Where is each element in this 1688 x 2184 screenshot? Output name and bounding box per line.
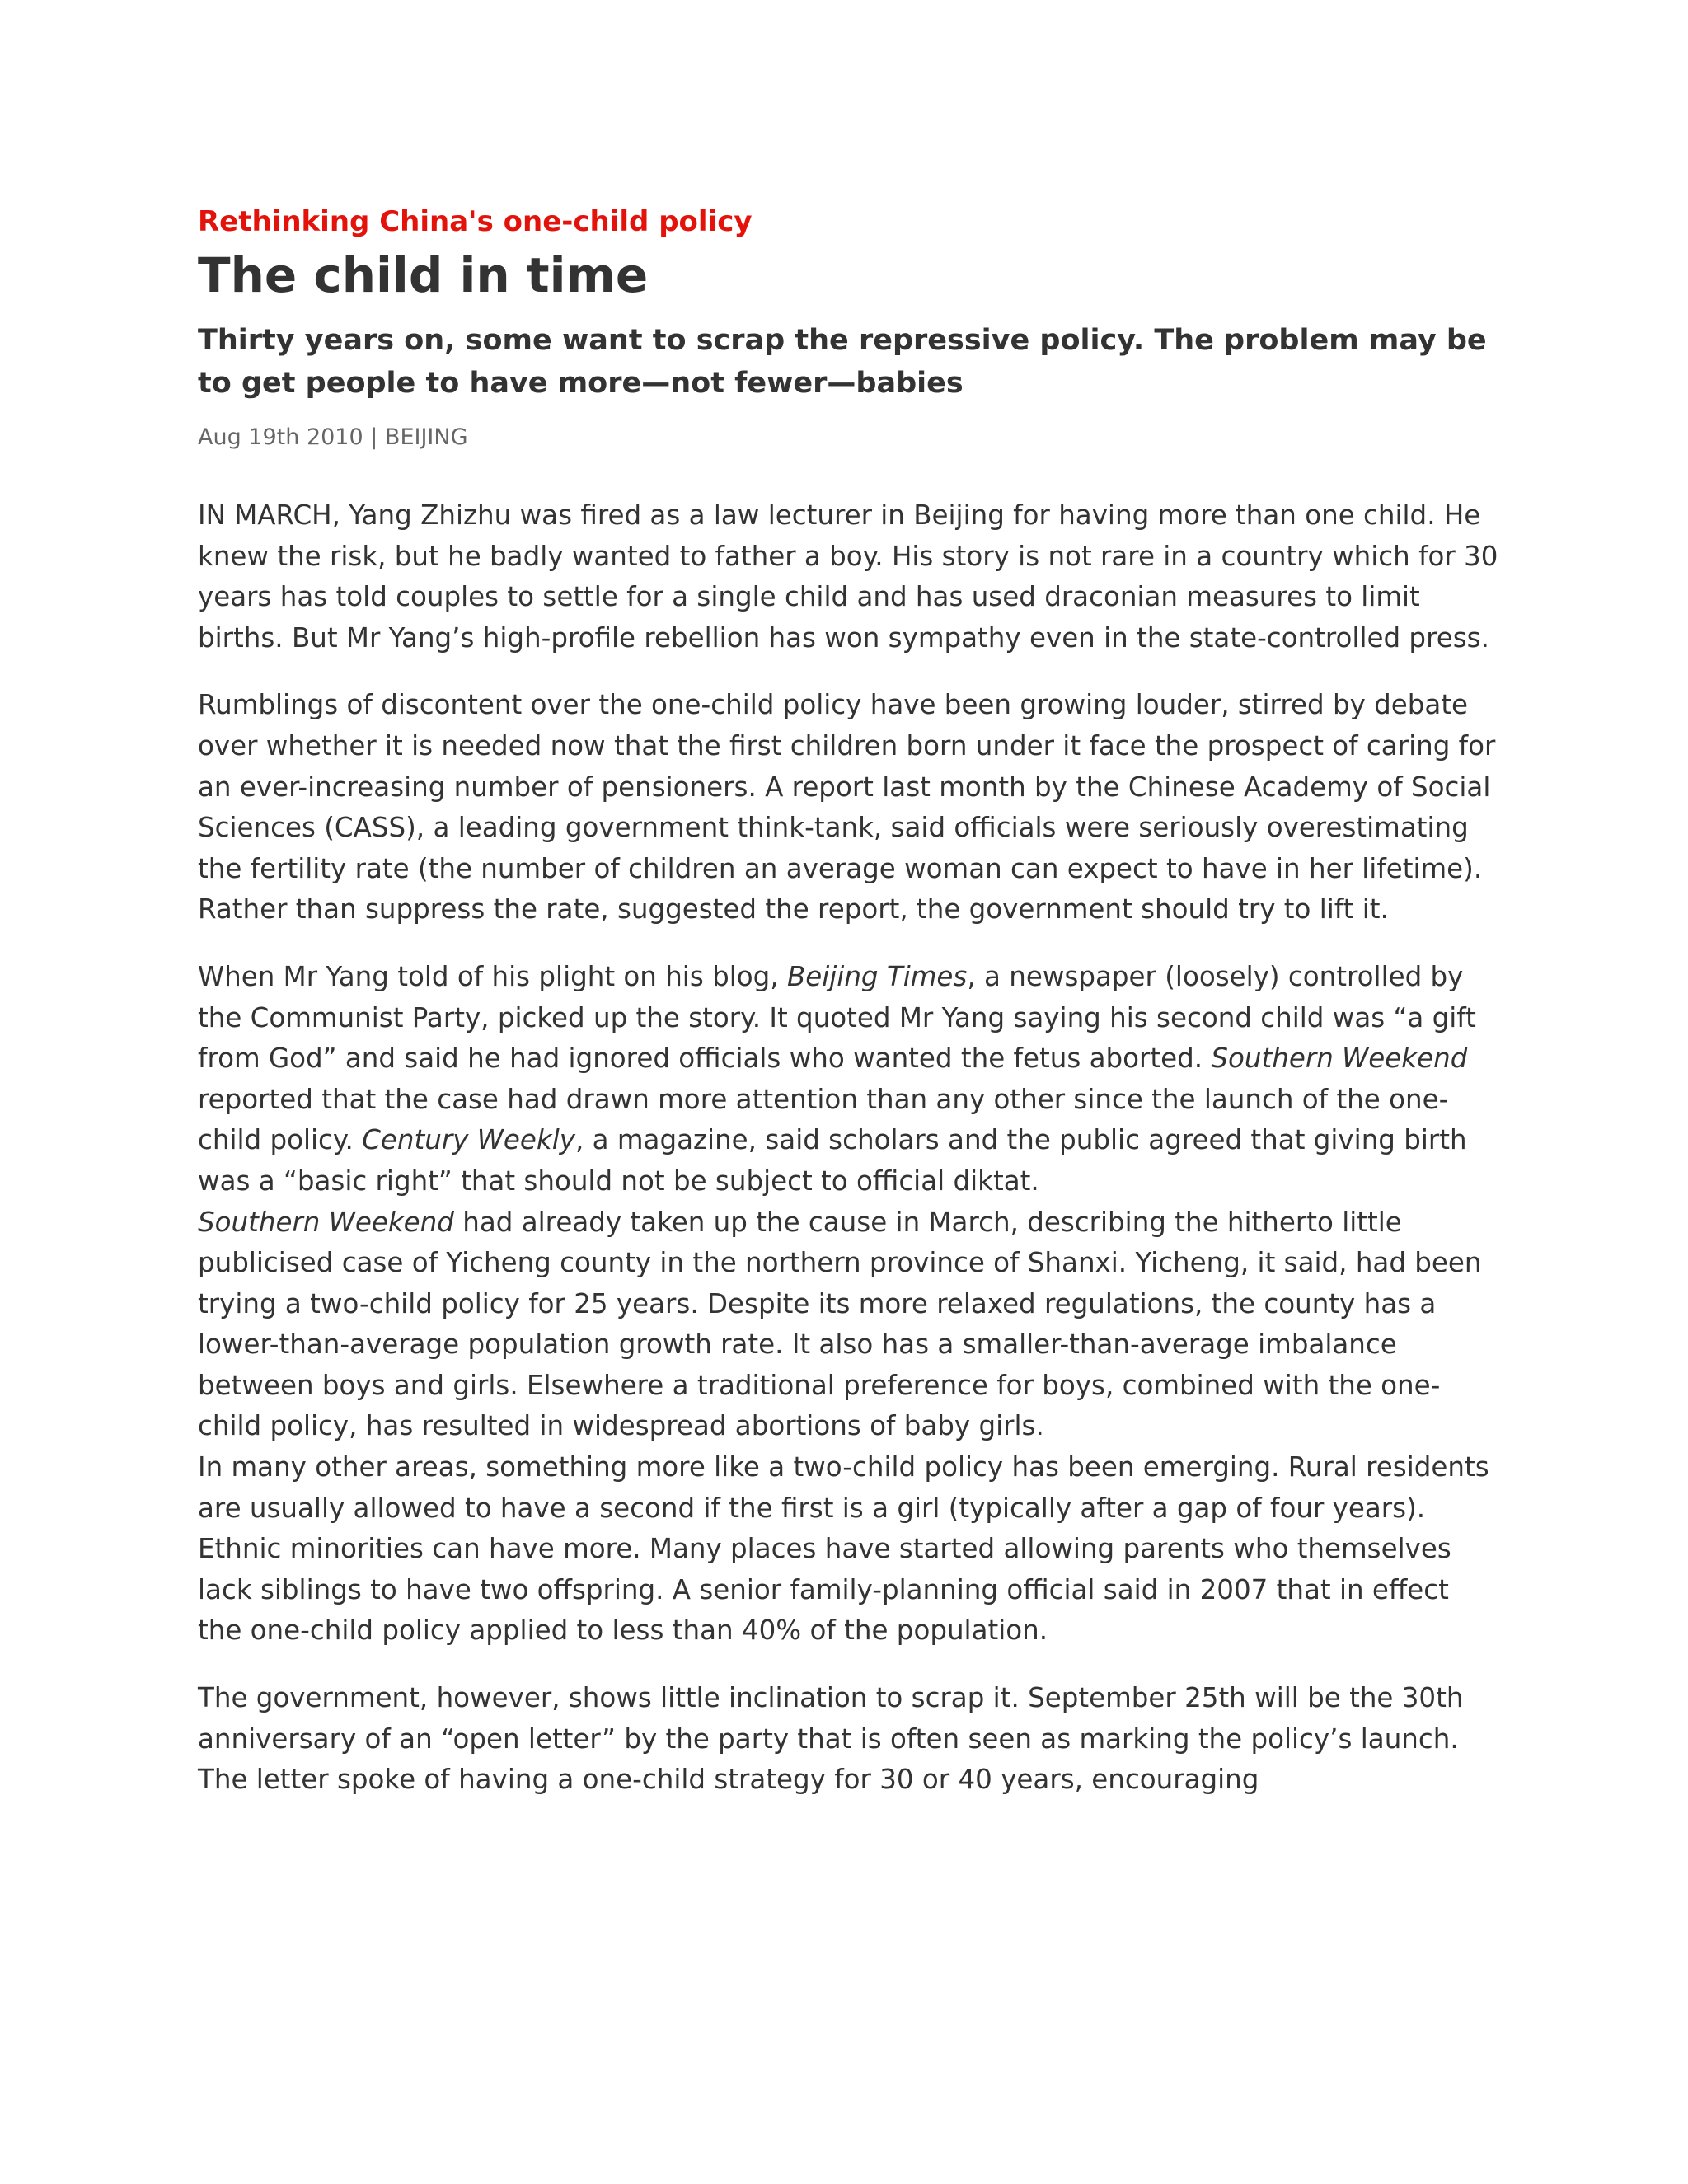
fly-title: Rethinking China's one-child policy [198,205,753,238]
body-paragraph [198,1447,1500,1652]
body-paragraph [198,1202,1500,1448]
body-paragraph [198,1678,1500,1801]
paragraph-text: When Mr Yang told of his plight on his blog, [198,960,787,992]
paragraph-text: , a magazine, said scholars and the public agreed that giving birth was a “basic right” that should not be subject to official diktat. [198,1124,1467,1197]
body-paragraph [198,685,1500,930]
paragraph-text: The government, however, shows little inclination to scrap it. September 25th will be the 30th anniversary of an “open letter” by the party that is often seen as marking the policy’s launch. The letter spoke of having a one-child strategy for 30 or 40 years, encouraging [198,1682,1464,1796]
publication-name: Southern Weekend [198,1206,454,1238]
paragraph-text: reported that the case had drawn more attention than any other since the launch of the one-child policy. [198,1083,1449,1156]
paragraph-text: IN MARCH, Yang Zhizhu was fired as a law lecturer in Beijing for having more than one child. He knew the risk, but he badly wanted to father a boy. His story is not rare in a country which for 30 years has told couples to settle for a single child and has used draconian measures to limit births. But Mr Yang’s high-profile rebellion has won sympathy even in the state-controlled press. [198,499,1498,654]
body-paragraph [198,957,1500,1202]
rubric: Thirty years on, some want to scrap the repressive policy. The problem may be to get people to have more—not fewer—babies [198,324,1487,400]
body-paragraph [198,495,1500,658]
article [198,202,1500,1827]
paragraph-text: had already taken up the cause in March, describing the hitherto little publicised case of Yicheng county in the northern province of Shanxi. Yicheng, it said, had been trying a two-child policy for 25 years. Despite its more relaxed regulations, the county has a lower-than-average population growth rate. It also has a smaller-than-average imbalance between boys and girls. Elsewhere a traditional preference for boys, combined with the one-child policy, has resulted in widespread abortions of baby girls. [198,1206,1482,1442]
paragraph-text: In many other areas, something more like a two-child policy has been emerging. Rural residents are usually allowed to have a second if the first is a girl (typically after a gap of four years). Ethnic minorities can have more. Many places have started allowing parents who themselves lack siblings to have two offspring. A senior family-planning official said in 2007 that in effect the one-child policy applied to less than 40% of the population. [198,1451,1489,1647]
publication-name: Century Weekly [362,1124,575,1156]
publication-name: Beijing Times [786,960,968,992]
paragraph-text: , a newspaper (loosely) controlled by the Communist Party, picked up the story. It quoted Mr Yang saying his second child was “a gift from God” and said he had ignored officials who wanted the fetus aborted. [198,960,1476,1075]
article-body [198,495,1500,1801]
publication-name: Southern Weekend [1211,1043,1468,1075]
paragraph-text: Rumblings of discontent over the one-child policy have been growing louder, stirred by debate over whether it is needed now that the first children born under it face the prospect of caring for an ever-increasing number of pensioners. A report last month by the Chinese Academy of Social Sciences (CASS), a leading government think-tank, said officials were seriously overestimating the fertility rate (the number of children an average woman can expect to have in her lifetime). Rather than suppress the rate, suggested the report, the government should try to lift it. [198,689,1496,926]
headline: The child in time [198,247,649,303]
dateline: Aug 19th 2010 | BEIJING [198,424,468,450]
